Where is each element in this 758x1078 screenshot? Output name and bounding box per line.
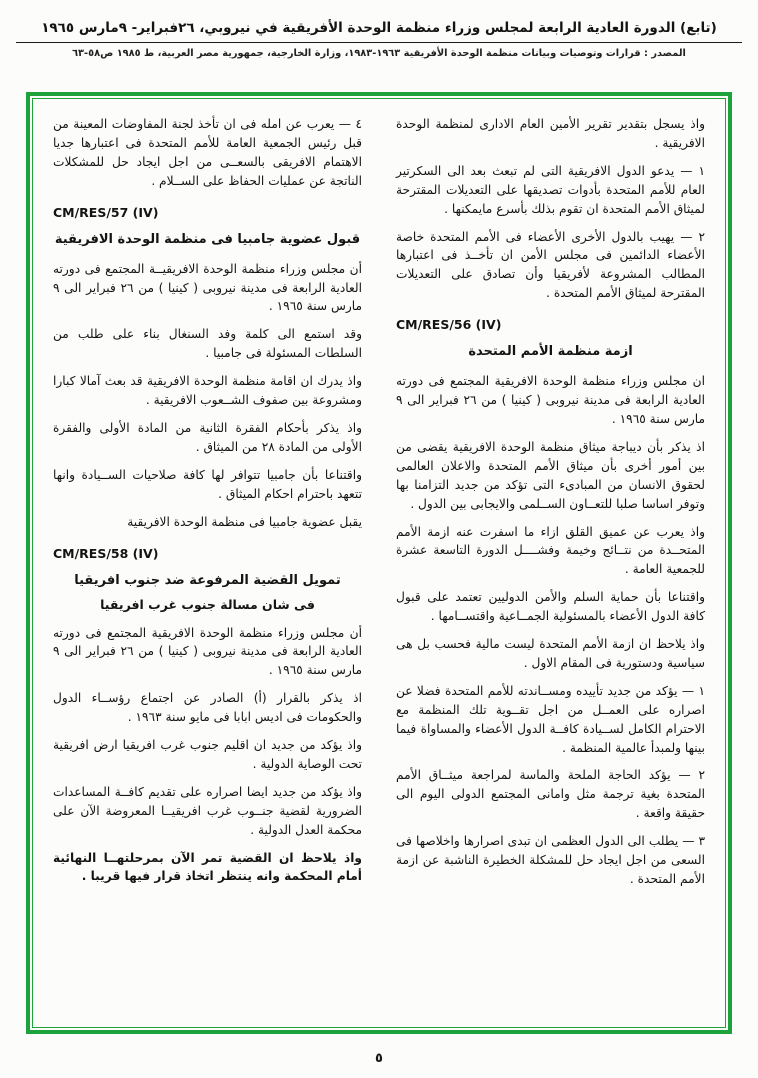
paragraph: واقتناعا بأن حماية السلم والأمن الدوليين تعتمد على قبول كافة الدول الأعضاء بالمسئولية الجمــاعية واقتســامها .	[396, 590, 705, 624]
resolution-subtitle: فى شان مسالة جنوب غرب افريقيا	[100, 596, 315, 612]
paragraph: واذ يذكر بأحكام الفقرة الثانية من المادة الأولى والفقرة الأولى من المادة ٢٨ من الميثاق .	[53, 420, 362, 454]
paragraph: ١ — يدعو الدول الافريقية التى لم تبعث بعد الى السكرتير العام للأمم المتحدة بأدوات تصديقها على التعديلات المقترحة لميثاق الأمم المتحدة ان تقوم بذلك بأسرع مايمكنها .	[396, 163, 705, 216]
page-header	[0, 0, 758, 59]
paragraph: أن مجلس وزراء منظمة الوحدة الافريقية المجتمع فى دورته العادية الرابعة فى مدينة نيروبى ( كينيا ) من ٢٦ فبراير الى ٩ مارس سنة ١٩٦٥ .	[53, 625, 362, 678]
paragraph: ٣ — يطلب الى الدول العظمى ان تبدى اصرارها واخلاصها فى السعى من اجل ايجاد حل للمشكلة الخطيرة الناشبة عن ازمة الأمم المتحدة .	[396, 834, 705, 886]
paragraph: واذ يلاحظ ان ازمة الأمم المتحدة ليست مالية فحسب بل هى سياسية ودستورية فى المقام الاول .	[396, 637, 705, 670]
paragraph: واذ يؤكد من جديد ايضا اصراره على تقديم كافــة المساعدات الضرورية لقضية جنــوب غرب افريقيــا المعروضة الآن على محكمة العدل الدولية .	[53, 784, 362, 837]
paragraph: ٤ — يعرب عن امله فى ان تأخذ لجنة المفاوضات المعينة من قبل رئيس الجمعية العامة للأمم المتحدة فى اعتبارها جديا الاهتمام الافريقى بالسعــى من اجل ايجاد حل للمشكلات الناتجة عن عمليات الحفاظ على الســلام .	[53, 117, 362, 188]
paragraph: اذ يذكر بأن ديباجة ميثاق منظمة الوحدة الافريقية يقضى من بين أمور أخرى بأن ميثاق الأمم المتحدة والاعلان العالمى لحقوق الانسان من المبادىء التى تؤكد من جديد التزامنا بها وتوفر اساسا صلبا للتعــاون الســلمى والايجابى بين الدول .	[396, 439, 705, 511]
paragraph: أن مجلس وزراء منظمة الوحدة الافريقيــة المجتمع فى دورته العادية الرابعة فى مدينة نيروبى ( كينيا ) من ٢٦ فبراير الى ٩ مارس سنة ١٩٦٥ .	[53, 261, 362, 314]
paragraph: ٢ — يؤكد الحاجة الملحة والماسة لمراجعة ميثــاق الأمم المتحدة بغية ترجمة مثل وامانى المجتمع الدولى اليوم الى حقيقة واقعة .	[396, 768, 705, 821]
green-frame-inner	[32, 98, 726, 1028]
paragraph: يقبل عضوية جامبيا فى منظمة الوحدة الافريقية	[127, 514, 362, 529]
paragraph: واقتناعا بأن جامبيا تتوافر لها كافة صلاحيات الســيادة وانها تتعهد باحترام احكام الميثاق .	[53, 467, 362, 501]
paragraph: ١ — يؤكد من جديد تأييده ومســاندته للأمم المتحدة فضلا عن اصراره على العمــل من اجل تقــوية تلك المنظمة مع الاحترام الكامل لســيادة كافــة الدول الأعضاء والمساواة فيما بينها ولمبدأ عالمية المنظمة .	[396, 683, 705, 755]
paragraph: واذ يؤكد من جديد ان اقليم جنوب غرب افريقيا ارض افريقية تحت الوصاية الدولية .	[53, 738, 362, 771]
paragraph: واذ يعرب عن عميق القلق ازاء ما اسفرت عنه ازمة الأمم المتحــدة من نتــائج وخيمة وفشــــل الدورة التاسعة عشرة للجمعية العامة .	[396, 524, 705, 577]
resolution-code: CM/RES/57 (IV)	[53, 204, 159, 220]
paragraph: ٢ — يهيب بالدول الأخرى الأعضاء فى الأمم المتحدة خاصة الأعضاء الدائمين فى مجلس الأمن ان تأخــذ فى اعتبارها المطالب المشروعة لأفريقيا وأن تصادق على التعديلات المقترحة لميثاق الأمم المتحدة .	[396, 229, 705, 301]
header-source: المصدر : قرارات وتوصيات وبيانات منظمة الوحدة الأفريقية ١٩٦٣-١٩٨٣، وزارة الخارجية، جمهورية مصر العربية، ط ١٩٨٥ ص٥٨-٦٣	[72, 48, 686, 59]
paragraph: اذ يذكر بالقرار (أ) الصادر عن اجتماع رؤســاء الدول والحكومات فى اديس ابابا فى مايو سنة ١٩٦٣ .	[53, 691, 362, 725]
paragraph: ان مجلس وزراء منظمة الوحدة الافريقية المجتمع فى دورته العادية الرابعة فى مدينة نيروبى ( كينيا ) من ٢٦ فبراير الى ٩ مارس سنة ١٩٦٥ .	[396, 374, 705, 426]
resolution-title: قبول عضوية جامبيا فى منظمة الوحدة الافريقية	[54, 231, 361, 247]
green-frame	[26, 92, 732, 1034]
text-columns	[53, 115, 705, 1017]
paragraph: واذ يدرك ان اقامة منظمة الوحدة الافريقية قد بعث آمالا كبارا ومشروعة بين صفوف الشــعوب الافريقية .	[53, 374, 362, 408]
paragraph: واذ يلاحظ ان القضية تمر الآن بمرحلتهــا النهائية أمام المحكمة وانه ينتظر اتخاذ قرار فيها قريبا .	[53, 850, 362, 884]
resolution-code: CM/RES/58 (IV)	[53, 545, 159, 561]
resolution-code: CM/RES/56 (IV)	[396, 317, 502, 333]
paragraph: وقد استمع الى كلمة وفد السنغال بناء على طلب من السلطات المسئولة فى جامبيا .	[53, 327, 362, 361]
column-left	[53, 115, 362, 1017]
resolution-title: ازمة منظمة الأمم المتحدة	[468, 344, 633, 360]
header-title: (تابع) الدورة العادية الرابعة لمجلس وزراء منظمة الوحدة الأفريقية في نيروبي، ٢٦فبراير- ٩مارس ١٩٦٥	[16, 20, 742, 43]
paragraph: واذ يسجل بتقدير تقرير الأمين العام الادارى لمنظمة الوحدة الافريقية .	[396, 117, 705, 150]
resolution-title: تمويل القضية المرفوعة ضد جنوب افريقيا	[74, 572, 341, 588]
page-number: ٥	[375, 1051, 383, 1066]
column-right	[396, 115, 705, 1017]
